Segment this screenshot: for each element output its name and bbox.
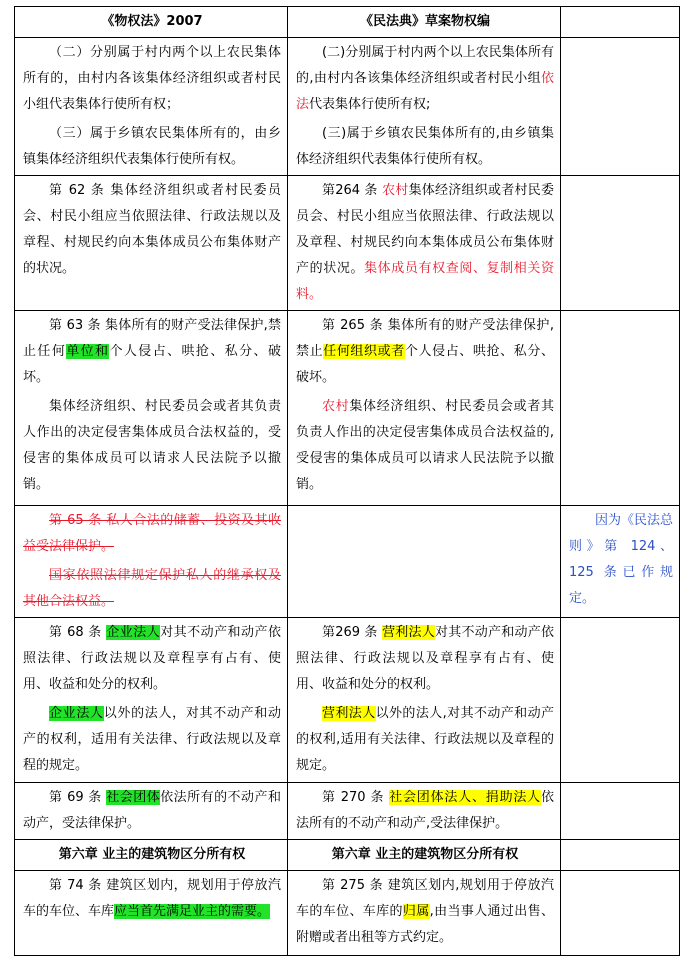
chapter-title-old: 第六章 业主的建筑物区分所有权 [15,840,288,871]
comparison-table [14,6,680,956]
note-cell [561,783,680,840]
highlighted-text: 企业法人 [106,625,161,640]
text-span: 依法所有的不动产和动产，受法律保护。 [23,790,281,831]
note-cell [561,871,680,956]
table-row [15,38,680,176]
text-span: 第 69 条 [49,790,107,805]
old-law-paragraph: 集体经济组织、村民委员会或者其负责人作出的决定侵害集体成员合法权益的，受侵害的集体成员可以请求人民法院予以撤销。 [23,399,281,492]
text-span: 第 270 条 [322,790,390,805]
note-cell [561,311,680,506]
old-law-cell [15,618,288,783]
text-span: 集体经济组织或者村民委员会、村民小组应当依照法律、行政法规以及章程、村规民约向本集体成员公布集体财产的状况。 [296,183,554,276]
old-law-paragraph [23,313,281,391]
note-cell [561,618,680,783]
highlighted-text: 社会团体 [106,790,161,805]
added-text: 集体成员有权查阅、复制相关资料。 [296,261,554,302]
new-law-paragraph [296,178,554,308]
text-span: 对其不动产和动产依照法律、行政法规以及章程享有占有、使用、收益和处分的权利。 [23,625,281,692]
text-span: 依法所有的不动产和动产,受法律保护。 [296,790,554,831]
new-law-cell [288,311,561,506]
text-span: 第 63 条 集体所有的财产受法律保护,禁止任何 [23,318,281,359]
new-law-paragraph [296,701,554,779]
old-law-paragraph [23,701,281,779]
text-span: 以外的法人，对其不动产和动产的权利，适用有关法律、行政法规以及章程的规定。 [23,706,281,773]
text-span: 第 275 条 建筑区划内,规划用于停放汽车的车位、车库的 [296,878,554,919]
text-span: 代表集体行使所有权; [309,97,431,112]
note-cell [561,38,680,176]
header-notes [561,7,680,38]
chapter-row [15,840,680,871]
table-row [15,311,680,506]
deletion-note: 因为《民法总则》第 124、125 条已作规定。 [569,513,674,606]
highlighted-text: 社会团体法人、捐助法人 [389,790,541,805]
old-law-paragraph [23,620,281,698]
old-law-cell [15,176,288,311]
new-law-cell [288,176,561,311]
table-row [15,176,680,311]
old-law-paragraph: （二）分别属于村内两个以上农民集体所有的，由村内各该集体经济组织或者村民小组代表集体行使所有权； [23,45,281,112]
text-span: 第264 条 [322,183,383,198]
old-law-paragraph [23,873,281,925]
header-row [15,7,680,38]
old-law-cell [15,506,288,618]
old-law-paragraph: 第 62 条 集体经济组织或者村民委员会、村民小组应当依照法律、行政法规以及章程、村规民约向本集体成员公布集体财产的状况。 [23,183,281,276]
new-law-cell [288,506,561,618]
text-span: 以外的法人,对其不动产和动产的权利,适用有关法律、行政法规以及章程的规定。 [296,706,554,773]
new-law-cell [288,618,561,783]
highlighted-text: 归属 [402,904,430,919]
new-law-paragraph [296,785,554,837]
text-span: (二)分别属于村内两个以上农民集体所有的,由村内各该集体经济组织或者村民小组 [296,45,554,86]
text-span: 对其不动产和动产依照法律、行政法规以及章程享有占有、使用、收益和处分的权利。 [296,625,554,692]
new-law-paragraph [296,620,554,698]
note-cell [561,506,680,618]
highlighted-text: 营利法人 [322,706,376,721]
new-law-cell [288,783,561,840]
text-span: 集体经济组织、村民委员会或者其负责人作出的决定侵害集体成员合法权益的,受侵害的集体成员可以请求人民法院予以撤销。 [296,399,554,492]
header-property-law: 《物权法》2007 [15,7,288,38]
new-law-paragraph [296,313,554,391]
header-civil-code-draft: 《民法典》草案物权编 [288,7,561,38]
new-law-cell [288,38,561,176]
highlighted-text: 应当首先满足业主的需要。 [114,904,271,919]
note-cell [561,840,680,871]
table-row [15,618,680,783]
deleted-paragraph: 第 65 条 私人合法的储蓄、投资及其收益受法律保护。 [23,513,281,554]
old-law-cell [15,311,288,506]
old-law-paragraph [23,785,281,837]
old-law-cell [15,871,288,956]
added-text: 农村 [382,183,409,198]
text-span: 个人侵占、哄抢、私分、破坏。 [23,344,281,385]
text-span: 个人侵占、哄抢、私分、破坏。 [296,344,554,385]
highlighted-text: 营利法人 [382,625,436,640]
new-law-paragraph [296,40,554,118]
table-row [15,783,680,840]
chapter-title-new: 第六章 业主的建筑物区分所有权 [288,840,561,871]
highlighted-text: 任何组织或者 [323,344,405,359]
text-span: ,由当事人通过出售、附赠或者出租等方式约定。 [296,904,554,945]
old-law-cell [15,38,288,176]
new-law-paragraph: (三)属于乡镇农民集体所有的,由乡镇集体经济组织代表集体行使所有权。 [296,126,554,167]
text-span: 第 68 条 [49,625,107,640]
note-cell [561,176,680,311]
text-span: 第 74 条 建筑区划内，规划用于停放汽车的车位、车库 [23,878,281,919]
table-row [15,506,680,618]
text-span: 第269 条 [322,625,383,640]
table-row [15,871,680,956]
old-law-paragraph: （三）属于乡镇农民集体所有的，由乡镇集体经济组织代表集体行使所有权。 [23,126,281,167]
deleted-paragraph: 国家依照法律规定保护私人的继承权及其他合法权益。 [23,568,281,609]
text-span: 第 265 条 集体所有的财产受法律保护,禁止 [296,318,554,359]
new-law-paragraph [296,873,554,951]
highlighted-text: 企业法人 [49,706,104,721]
added-text: 依法 [296,71,554,112]
new-law-paragraph [296,394,554,498]
highlighted-text: 单位和 [66,344,110,359]
added-text: 农村 [322,399,350,414]
old-law-cell [15,783,288,840]
new-law-cell [288,871,561,956]
